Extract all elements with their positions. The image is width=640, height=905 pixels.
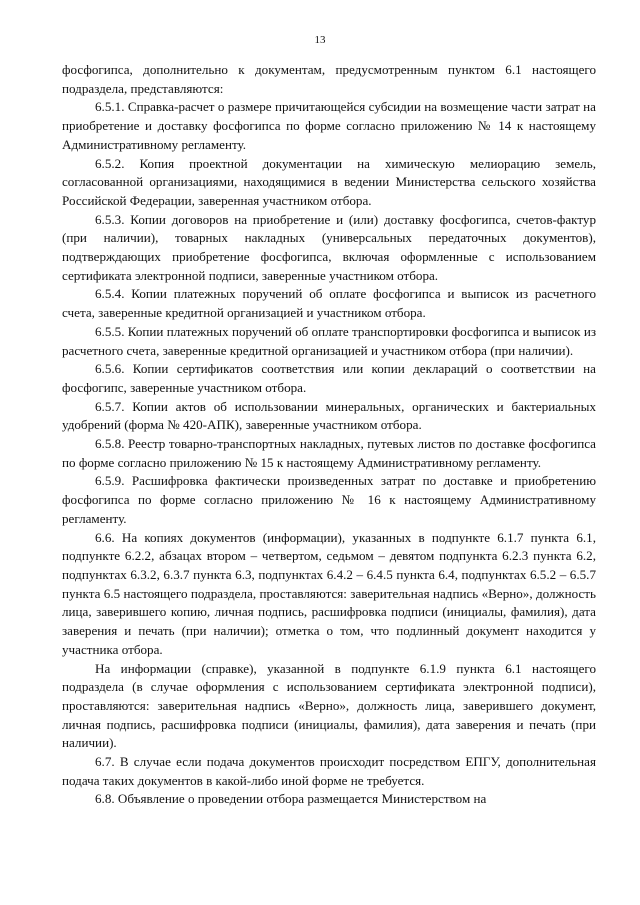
page-number: 13 xyxy=(314,34,326,46)
paragraph-6-5-8: 6.5.8. Реестр товарно-транспортных накладных, путевых листов по доставке фосфогипса по форме согласно приложению № 15 к настоящему Административному регламенту. xyxy=(62,436,596,470)
paragraph-continuation: фосфогипса, дополнительно к документам, предусмотренным пунктом 6.1 настоящего подраздела, представляются: xyxy=(62,62,596,96)
paragraph-6-6: 6.6. На копиях документов (информации), указанных в подпункте 6.1.7 пункта 6.1, подпункте 6.2.2, абзацах втором – четвертом, седьмом – девятом подпункта 6.2.3 пункта 6.2, подпунктах 6.3.2, 6.3.7 пункта 6.3, подпунктах 6.4.2 – 6.4.5 пункта 6.4, подпунктах 6.5.2 – 6.5.7 пункта 6.5 настоящего подраздела, проставляются: заверительная надпись «Верно», должность лица, заверившего копию, личная подпись, расшифровка подписи (инициалы, фамилия), дата заверения и печать (при наличии); отметка о том, что подлинный документ находится у участника отбора. xyxy=(62,529,596,657)
paragraph-6-5-1: 6.5.1. Справка-расчет о размере причитающейся субсидии на возмещение части затрат на приобретение и доставку фосфогипса по форме согласно приложению № 14 к настоящему Административному регламенту. xyxy=(62,99,596,152)
paragraph-6-5-7: 6.5.7. Копии актов об использовании минеральных, органических и бактериальных удобрений (форма № 420-АПК), заверенные участником отбора. xyxy=(62,398,596,433)
paragraph-6-5-4: 6.5.4. Копии платежных поручений об оплате фосфогипса и выписок из расчетного счета, заверенные кредитной организацией и участником отбора. xyxy=(62,286,596,321)
paragraph-6-7: 6.7. В случае если подача документов происходит посредством ЕПГУ, дополнительная подача таких документов в какой-либо иной форме не требуется. xyxy=(62,754,596,788)
paragraph-6-5-3: 6.5.3. Копии договоров на приобретение и (или) доставку фосфогипса, счетов-фактур (при наличии), товарных накладных (универсальных передаточных документов), подтверждающих приобретение фосфогипса, включая оформленные с использованием сертификата электронной подписи, заверенные участником отбора. xyxy=(62,211,596,283)
paragraph-6-5-2: 6.5.2. Копия проектной документации на химическую мелиорацию земель, согласованной организациями, находящимися в ведении Министерства сельского хозяйства Российской Федерации, заверенная участником отбора. xyxy=(62,155,596,208)
paragraph-6-6-second: На информации (справке), указанной в подпункте 6.1.9 пункта 6.1 настоящего подраздела (в случае оформления с использованием сертификата электронной подписи), проставляются: заверительная надпись «Верно», должность лица, заверившего документ, личная подпись, расшифровка подписи (инициалы, фамилия), дата заверения и печать (при наличии). xyxy=(62,660,596,751)
paragraph-6-5-5: 6.5.5. Копии платежных поручений об оплате транспортировки фосфогипса и выписок из расчетного счета, заверенные кредитной организацией и участником отбора (при наличии). xyxy=(62,323,596,358)
paragraph-6-5-9: 6.5.9. Расшифровка фактически произведенных затрат по доставке и приобретению фосфогипса по форме согласно приложению № 16 к настоящему Административному регламенту. xyxy=(62,473,596,526)
document-body xyxy=(62,61,596,809)
paragraph-6-8: 6.8. Объявление о проведении отбора размещается Министерством на xyxy=(95,791,487,807)
paragraph-6-5-6: 6.5.6. Копии сертификатов соответствия или копии деклараций о соответствии на фосфогипс, заверенные участником отбора. xyxy=(62,361,596,395)
